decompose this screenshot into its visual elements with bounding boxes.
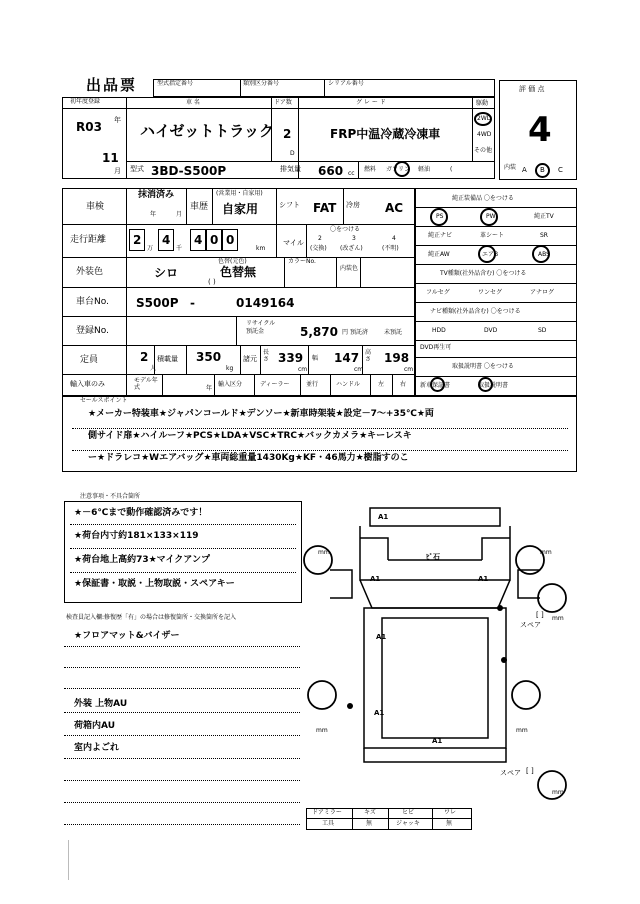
wheel-rear-right <box>512 681 540 709</box>
chassis-dash: - <box>190 296 195 310</box>
note-2: ★荷台内寸約181×133×119 <box>74 531 199 541</box>
inspector-line-4: 室内よごれ <box>74 743 120 753</box>
car-damage-diagram <box>300 490 580 810</box>
mm-rr: mm <box>516 727 528 734</box>
tools-jack-value: 無 <box>446 820 453 827</box>
equip-airbag: エアB <box>482 251 499 258</box>
equip-tv: 純正TV <box>534 213 554 220</box>
chassis-model: S500P <box>136 296 179 310</box>
spare-label-front: スペア <box>520 621 541 629</box>
yunyu-kubun: 輸入区分 <box>218 381 243 388</box>
tools-h-scratch: キズ <box>364 809 376 816</box>
equip-airbag-circle <box>478 245 499 263</box>
dvd-playback: DVD再生可 <box>420 344 452 351</box>
navi-dvd: DVD <box>484 327 498 334</box>
sales-line-2: 側サイド扉★ハイルーフ★PCS★LDA★VSC★TRC★バックカメラ★キーレスキ <box>88 431 412 441</box>
mileage-digit-3: 4 <box>194 233 203 247</box>
kudo-4wd: 4WD <box>477 131 492 138</box>
sekisai-label: 積載量 <box>157 355 178 363</box>
color-paren: ( ) <box>208 278 216 286</box>
guarantee-header: 取扱説明書 〇をつける <box>452 363 514 370</box>
equip-ps-circle <box>430 208 448 226</box>
navi-sd: SD <box>538 327 547 334</box>
tools-h-break: ワレ <box>444 809 457 816</box>
haiki-label: 排気量 <box>280 165 301 173</box>
equip-header: 純正装備品 〇をつける <box>452 195 514 202</box>
ac-value: AC <box>385 201 404 215</box>
damage-mark-1: A1 <box>378 513 389 521</box>
shift-value: FAT <box>313 201 337 215</box>
navi-hdd: HDD <box>432 327 446 334</box>
chassis-label: 車台No. <box>76 297 109 307</box>
equip-sr: SR <box>540 232 548 239</box>
damage-mark-chip: ﾋﾟ石 <box>426 553 440 561</box>
shaken-gatsu: 月 <box>176 211 183 218</box>
fuel-diesel: 軽油 <box>418 166 431 173</box>
equip-leather: 革シート <box>480 232 505 239</box>
meter-opt-2: 3 <box>352 235 356 242</box>
meter-label-2: (改ざん) <box>340 245 363 252</box>
door-value: 2 <box>283 127 292 141</box>
mm-fr: mm <box>540 549 552 556</box>
mm-rl: mm <box>316 727 328 734</box>
inspector-line-2: 外装 上物AU <box>74 699 128 709</box>
grade-c: C <box>558 166 563 174</box>
inspector-line-3: 荷箱内AU <box>74 721 115 731</box>
equip-ps: PS <box>436 213 444 220</box>
grade-label: グ レ ー ド <box>356 99 386 106</box>
kudo-2wd-circle <box>474 112 492 126</box>
tools-h-mirror: ドアミラー <box>312 809 342 816</box>
len-value: 339 <box>278 351 304 365</box>
len-unit: cm <box>298 366 308 373</box>
usage-value: 自家用 <box>222 202 259 216</box>
note-3: ★荷台地上高約73★マイクアンプ <box>74 555 210 565</box>
ruibetsu-label: 類別区分番号 <box>243 80 280 87</box>
kudo-other: その他 <box>474 147 493 154</box>
score-label: 評 価 点 <box>519 85 545 93</box>
recycle-label: リサイクル預託金 <box>246 320 276 335</box>
kudo-label: 駆動 <box>476 100 489 107</box>
mm-spare-rear: mm <box>552 789 564 796</box>
shaken-label: 車検 <box>86 202 105 212</box>
navi-header: ナビ種類(社外品含む) 〇をつける <box>430 308 521 315</box>
width-unit: cm <box>354 366 364 373</box>
spare-bracket-front: [ ] <box>536 611 544 619</box>
grade-b-circle <box>535 163 550 178</box>
recycle-value: 5,870 <box>300 325 338 339</box>
toroku-label: 登録No. <box>76 326 109 336</box>
shareki-note: (営業用・自家用) <box>216 190 263 197</box>
handle-left: 左 <box>378 381 385 388</box>
kanshiki-label: 型式指定番号 <box>157 80 194 87</box>
meter-label-3: (不明) <box>382 245 399 252</box>
katashiki-label: 型式 <box>130 165 144 173</box>
spare-label-rear: スペア <box>500 769 521 777</box>
heiko: 並行 <box>306 381 319 388</box>
mileage-digit-1: 2 <box>133 233 142 247</box>
height-value: 198 <box>384 351 410 365</box>
fuel-label: 燃料 <box>364 166 377 173</box>
color-no-label: カラーNo. <box>288 258 316 265</box>
mileage-label: 走行距離 <box>70 235 107 245</box>
damage-mark-5: A1 <box>374 709 385 717</box>
equip-aw: 純正AW <box>428 251 450 258</box>
tv-analog: アナログ <box>530 289 555 296</box>
kudo-2wd: 2WD <box>477 115 492 122</box>
tools-h-crack: ヒビ <box>402 809 415 816</box>
teiin-unit: 人 <box>150 365 157 372</box>
note-4: ★保証書・取説・上物取説・スペアキー <box>74 579 235 589</box>
man-unit: 万 <box>147 245 154 252</box>
grade-b: B <box>540 166 545 174</box>
km-unit: km <box>256 245 266 252</box>
width-label: 幅 <box>312 355 319 362</box>
tools-tool-value: 無 <box>366 820 373 827</box>
year-value: R03 <box>76 120 102 134</box>
sen-unit: 千 <box>176 245 183 252</box>
inspector-line-1: ★フロアマット&バイザー <box>74 631 180 641</box>
door-suffix: D <box>290 150 295 157</box>
equip-abs-circle <box>532 245 550 263</box>
katashiki-value: 3BD-S500P <box>151 164 227 178</box>
mm-spare-front: mm <box>552 615 564 622</box>
interior-label: 内装 <box>504 164 517 171</box>
shaken-nen: 年 <box>150 211 157 218</box>
year-suffix: 年 <box>114 116 121 124</box>
color-note: 色替(元色) <box>218 258 247 265</box>
meter-opt-1: 2 <box>318 235 322 242</box>
notes-label: 注意事項・不具合箇所 <box>80 493 141 500</box>
sales-line-1: ★メーカー特装車★ジャパンコールド★デンソー★新車時架装★設定－7～+35℃★両 <box>88 409 434 419</box>
new-car-warranty: 新車保証書 <box>420 382 451 389</box>
tv-oneseg: ワンセグ <box>478 289 503 296</box>
color-change: 色替無 <box>220 265 257 279</box>
sheet-title: 出品票 <box>86 76 138 94</box>
reibou-label: 冷房 <box>346 201 360 209</box>
meter-label-1: (交換) <box>310 245 327 252</box>
handle-label: ハンドル <box>336 381 361 388</box>
month-value: 11 <box>102 151 119 165</box>
teiin-value: 2 <box>140 350 149 364</box>
tools-tool: 工具 <box>322 820 335 827</box>
sekisai-value: 350 <box>196 350 222 364</box>
shaken-value: 抹消済み <box>138 190 175 200</box>
spare-bracket-rear: [ ] <box>526 767 534 775</box>
spare-wheel-front <box>538 584 566 612</box>
chassis-number: 0149164 <box>236 296 295 310</box>
damage-mark-6: A1 <box>432 737 443 745</box>
fuel-paren: ( <box>450 166 453 173</box>
damage-mark-4: A1 <box>376 633 387 641</box>
height-label: 高さ <box>365 349 372 363</box>
equip-pw-circle <box>480 208 498 226</box>
model-year-unit: 年 <box>206 385 213 392</box>
shodo-label: 初年度登録 <box>70 98 101 105</box>
sales-label: セールスポイント <box>80 397 128 404</box>
warranty-circle <box>430 377 445 392</box>
equip-abs: ABS <box>538 251 550 258</box>
meter-opt-3: 4 <box>392 235 396 242</box>
fuel-gasoline-circle <box>394 161 410 177</box>
mile-label: マイル <box>283 239 304 247</box>
wheel-rear-left <box>308 681 336 709</box>
dealer: ディーラー <box>260 381 290 388</box>
teiin-label: 定員 <box>80 355 99 365</box>
model-year-label: モデル年式 <box>134 377 158 391</box>
len-label: 長さ <box>263 349 270 363</box>
tools-jack: ジャッキ <box>396 820 420 827</box>
door-label: ドア数 <box>274 99 292 106</box>
manual: 取扱説明書 <box>478 382 509 389</box>
haiki-value: 660 <box>318 164 344 178</box>
manual-circle <box>478 377 493 392</box>
shamei-label: 車 名 <box>186 99 200 106</box>
grade-value: FRP中温冷蔵冷凍車 <box>330 127 441 141</box>
damage-mark-3: A1 <box>478 575 489 583</box>
naisou-label: 内装色 <box>340 265 359 272</box>
color-value: シロ <box>154 266 179 280</box>
score-value: 4 <box>528 110 552 150</box>
handle-right: 右 <box>400 381 407 388</box>
yunyu-label: 輸入車のみ <box>70 380 105 388</box>
kg-unit: kg <box>226 365 234 372</box>
car-name: ハイゼットトラック <box>140 122 274 140</box>
recycle-unit: 円 <box>342 329 349 336</box>
inspector-label: 検査員記入欄:修復歴「有」の場合は修復箇所・交換箇所を記入 <box>66 614 237 621</box>
grade-a: A <box>522 166 527 174</box>
dims-label: 諸元 <box>243 355 257 363</box>
mileage-digit-5: 0 <box>226 233 235 247</box>
mileage-digit-2: 4 <box>162 233 171 247</box>
width-value: 147 <box>334 351 360 365</box>
mileage-digit-4: 0 <box>210 233 219 247</box>
equip-pw: PW <box>486 213 496 220</box>
cc-unit: cc <box>348 170 355 177</box>
tv-header: TV種類(社外品含む) 〇をつける <box>440 270 527 277</box>
month-suffix: 月 <box>114 167 121 175</box>
recycle-unpaid: 未預託 <box>384 329 403 336</box>
height-unit: cm <box>404 366 414 373</box>
mm-fl: mm <box>318 549 330 556</box>
equip-navi: 純正ナビ <box>428 232 453 239</box>
shift-label: シフト <box>279 201 300 209</box>
note-1: ★－6℃まで動作確認済みです！ <box>74 508 208 518</box>
fuel-gasoline: ガソリン <box>386 166 411 173</box>
meter-note: 〇をつける <box>330 226 361 233</box>
sales-line-3: ー★ドラレコ★Wエアバッグ★車両総重量1430Kg★KF・46馬力★樹脂すのこ <box>88 453 409 463</box>
recycle-paid: 預託済 <box>350 329 369 336</box>
damage-mark-2: A1 <box>370 575 381 583</box>
serial-label: シリアル番号 <box>328 80 364 87</box>
tv-fullseg: フルセグ <box>426 289 450 296</box>
shareki-label: 車歴 <box>190 202 209 212</box>
gaisou-label: 外装色 <box>76 267 104 277</box>
